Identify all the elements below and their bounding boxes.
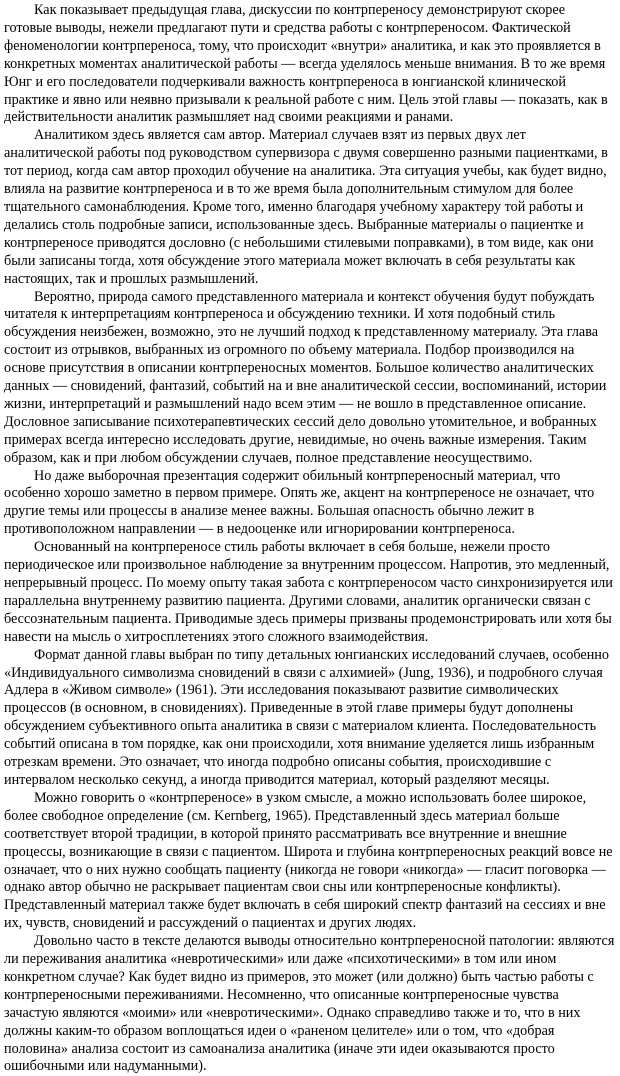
paragraph-1: Как показывает предыдущая глава, дискуссии по контрпереносу демонстрируют скорее готовые выводы, нежели предлагают пути и средства работы с контрпереносом. Фактической феноменологии контрпереноса, тому, что происходит «внутри» аналитика, и как это проявляется в конкретных моментах аналитической работы — всегда уделялось меньше внимания. В то же время Юнг и его последователи подчеркивали важность контрпереноса в юнгианской клинической практике и явно или неявно призывали к реальной работе с ним. Цель этой главы — показать, как в действительности аналитик размышляет над своими реакциями и ранами. (4, 2, 608, 126)
paragraph-5: Основанный на контрпереносе стиль работы включает в себя больше, нежели просто периодическое или произвольное наблюдение за внутренним процессом. Напротив, это медленный, непрерывный процесс. По моему опыту такая забота с контрпереносом часто синхронизируется или параллельна внутреннему развитию пациента. Другими словами, аналитик органически связан с бессознательным пациента. Приводимые здесь примеры призваны продемонстрировать или хотя бы навести на мысль о хитросплетениях этого сложного взаимодействия. (4, 539, 613, 645)
paragraph-7: Можно говорить о «контрпереносе» в узком смысле, а можно использовать более широкое, более свободное определение (см. Kernberg, 1965). Представленный здесь материал больше соответствует второй традиции, в которой принято рассматривать все внутренние и внешние процессы, возникающие в связи с пациентом. Широта и глубина контрпереносных реакций вовсе не означает, что о них нужно сообщать пациенту (никогда не говори «никогда» — гласит поговорка — однако автор обычно не раскрывает пациентам свои сны или контрпереносные конфликты). Представленный материал также будет включать в себя широкий спектр фантазий на сессиях и вне их, чувств, сновидений и рассуждений о пациентах и других людях. (4, 789, 613, 932)
paragraph-8: Довольно часто в тексте делаются выводы относительно контрпереносной патологии: являются ли переживания аналитика «невротическими» или даже «психотическими» в том или ином конкретном случае? Как будет видно из примеров, это может (или должно) быть частью работы с контрпереносными переживаниями. Несомненно, что описанные контрпереносные чувства зачастую являются «моими» или «невротическими». Однако справедливо также и то, что в них должны каким-то образом воплощаться идеи о «раненом целителе» или о том, что «добрая половина» анализа состоит из самоанализа аналитика (иначе эти идеи оказываются просто ошибочными или надуманными). (4, 933, 615, 1075)
paragraph-6: Формат данной главы выбран по типу детальных юнгианских исследований случаев, особенно «Индивидуального символизма сновидений в связи с алхимией» (Jung, 1936), и подробного случая Адлера в «Живом символе» (1961). Эти исследования показывают развитие символических процессов (в основном, в сновидениях). Приведенные в этой главе примеры будут дополнены обсуждением субъективного опыта аналитика в связи с материалом клиента. Последовательность событий описана в том порядке, как они происходили, хотя внимание уделяется лишь избранным отрезкам времени. Это означает, что иногда подробно описаны события, происходившие с интервалом несколько секунд, а иногда приводится материал, который разделяют месяцы. (4, 646, 609, 788)
paragraph-3: Вероятно, природа самого представленного материала и контекст обучения будут побуждать читателя к интерпретациям контрпереноса и обсуждению техники. И хотя подобный стиль обсуждения неизбежен, возможно, это не лучший подход к представленному материалу. Эта глава состоит из отрывков, выбранных из огромного по объему материала. Подбор производился на основе присутствия в описании контрпереносных моментов. Большое количество аналитических данных — сновидений, фантазий, событий на и вне аналитической сессии, воспоминаний, истории жизни, интерпретаций и размышлений надо всем этим — не вошло в представленное описание. Дословное записывание психотерапевтических сессий дело довольно утомительное, и вобранных примерах всегда интересно исследовать другие, невидимые, но очень важные измерения. Таким образом, как и при любом обсуждении случаев, полное представление неосуществимо. (4, 288, 607, 466)
paragraph-2: Аналитиком здесь является сам автор. Материал случаев взят из первых двух лет аналитической работы под руководством супервизора с двумя совершенно разными пациентками, в тот период, когда сам автор проходил обучение на аналитика. Эта ситуация учебы, как будет видно, влияла на развитие контрпереноса и в то же время была дополнительным стимулом для более тщательного самонаблюдения. Кроме того, именно благодаря учебному характеру той работы и делались столь подробные записи, использованные здесь. Выбранные материалы о пациентке и контрпереносе приводятся дословно (с небольшими стилевыми поправками), в том виде, как они были записаны тогда, хотя обсуждение этого материала может включать в себя результаты как настоящих, так и прошлых размышлений. (4, 127, 608, 287)
paragraph-4: Но даже выборочная презентация содержит обильный контрпереносный материал, что особенно хорошо заметно в первом примере. Опять же, акцент на контрпереносе не означает, что другие темы или процессы в анализе менее важны. Большая опасность обычно лежит в противоположном направлении — в недооценке или игнорировании контрпереноса. (4, 467, 595, 538)
